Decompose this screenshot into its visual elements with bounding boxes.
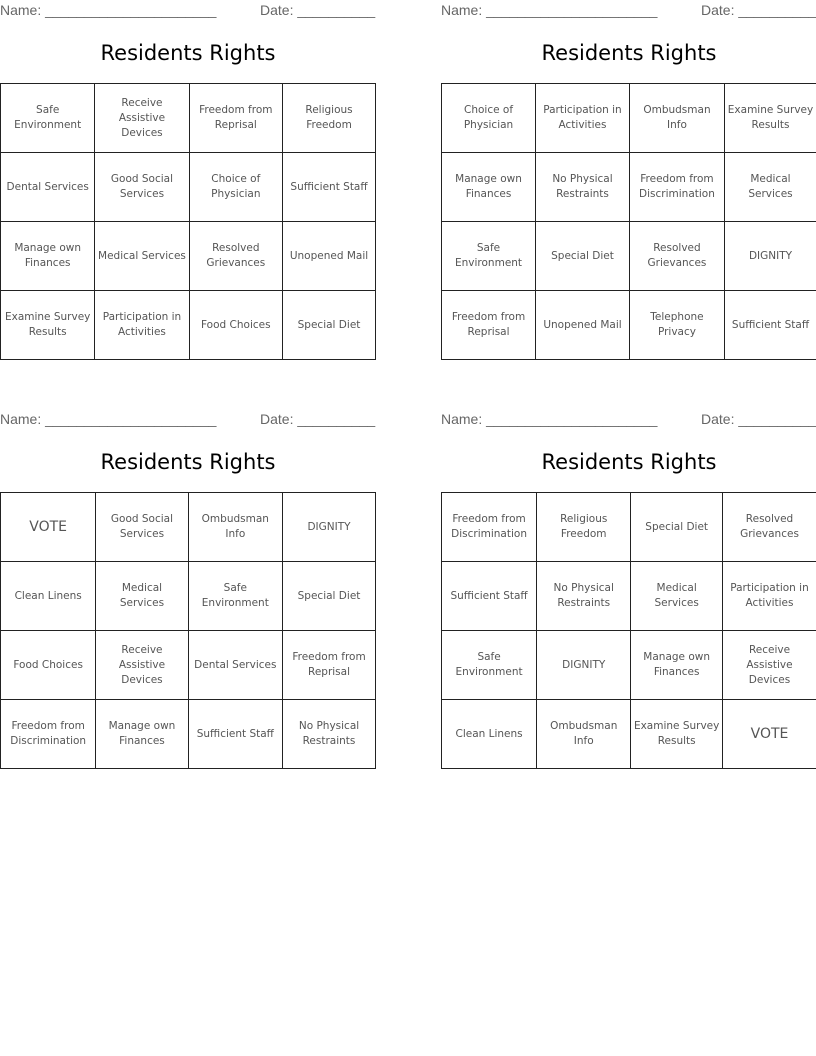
grid-cell: Safe Environment (442, 631, 537, 700)
grid-cell: Safe Environment (188, 562, 282, 631)
grid-cell: Unopened Mail (283, 222, 376, 291)
grid-cell: Special Diet (536, 222, 630, 291)
grid-cell: Safe Environment (1, 84, 95, 153)
grid-cell: DIGNITY (537, 631, 631, 700)
grid-cell: Participation in Activities (536, 84, 630, 153)
grid-cell: VOTE (723, 700, 816, 769)
grid-cell: Food Choices (189, 291, 282, 360)
name-field-label: Name: ______________________ (441, 2, 658, 18)
grid-cell: Medical Services (725, 153, 816, 222)
grid-cell: Resolved Grievances (189, 222, 282, 291)
bingo-grid (441, 83, 816, 360)
grid-row (442, 493, 816, 562)
grid-cell: Safe Environment (442, 222, 536, 291)
bingo-card-1 (0, 0, 376, 372)
bingo-grid (441, 492, 816, 769)
grid-cell: Special Diet (631, 493, 723, 562)
grid-cell: Choice of Physician (189, 153, 282, 222)
bingo-card-4 (441, 409, 816, 781)
grid-cell: Special Diet (283, 291, 376, 360)
grid-cell: Manage own Finances (96, 700, 188, 769)
grid-row (1, 700, 376, 769)
grid-cell: Dental Services (1, 153, 95, 222)
card-title: Residents Rights (541, 450, 717, 474)
card-title: Residents Rights (100, 41, 276, 65)
grid-cell: Choice of Physician (442, 84, 536, 153)
grid-cell: Freedom from Discrimination (1, 700, 96, 769)
grid-cell: Freedom from Discrimination (442, 493, 537, 562)
grid-cell: Participation in Activities (723, 562, 816, 631)
grid-cell: Clean Linens (442, 700, 537, 769)
name-field-label: Name: ______________________ (0, 411, 217, 427)
grid-cell: No Physical Restraints (283, 700, 376, 769)
grid-cell: Receive Assistive Devices (95, 84, 189, 153)
grid-row (1, 222, 376, 291)
grid-row (1, 153, 376, 222)
grid-cell: Religious Freedom (283, 84, 376, 153)
date-field-label: Date: __________ (701, 411, 816, 427)
grid-cell: No Physical Restraints (536, 153, 630, 222)
grid-cell: Religious Freedom (537, 493, 631, 562)
grid-cell: Sufficient Staff (283, 153, 376, 222)
grid-cell: Ombudsman Info (188, 493, 282, 562)
grid-cell: Examine Survey Results (1, 291, 95, 360)
grid-cell: Special Diet (283, 562, 376, 631)
grid-cell: Ombudsman Info (629, 84, 724, 153)
grid-cell: Medical Services (96, 562, 188, 631)
grid-cell: Good Social Services (96, 493, 188, 562)
grid-cell: Receive Assistive Devices (96, 631, 188, 700)
grid-cell: Unopened Mail (536, 291, 630, 360)
grid-cell: No Physical Restraints (537, 562, 631, 631)
name-field-label: Name: ______________________ (0, 2, 217, 18)
bingo-grid (0, 83, 376, 360)
grid-cell: Medical Services (631, 562, 723, 631)
grid-cell: Sufficient Staff (442, 562, 537, 631)
grid-row (1, 291, 376, 360)
grid-cell: Freedom from Discrimination (629, 153, 724, 222)
bingo-card-3 (0, 409, 376, 781)
grid-row (442, 631, 816, 700)
bingo-card-2 (441, 0, 816, 372)
date-field-label: Date: __________ (260, 2, 376, 18)
grid-cell: Clean Linens (1, 562, 96, 631)
bingo-grid (0, 492, 376, 769)
grid-cell: Receive Assistive Devices (723, 631, 816, 700)
grid-cell: Manage own Finances (631, 631, 723, 700)
grid-row (1, 84, 376, 153)
date-field-label: Date: __________ (260, 411, 376, 427)
grid-cell: Dental Services (188, 631, 282, 700)
grid-cell: Examine Survey Results (631, 700, 723, 769)
grid-row (1, 631, 376, 700)
grid-row (442, 222, 816, 291)
grid-cell: Sufficient Staff (725, 291, 816, 360)
grid-row (442, 153, 816, 222)
grid-row (442, 291, 816, 360)
grid-cell: DIGNITY (283, 493, 376, 562)
card-title: Residents Rights (100, 450, 276, 474)
card-title: Residents Rights (541, 41, 717, 65)
grid-cell: Freedom from Reprisal (189, 84, 282, 153)
grid-row (442, 84, 816, 153)
grid-cell: Food Choices (1, 631, 96, 700)
grid-row (1, 562, 376, 631)
grid-cell: Freedom from Reprisal (442, 291, 536, 360)
grid-cell: Resolved Grievances (723, 493, 816, 562)
grid-cell: Sufficient Staff (188, 700, 282, 769)
date-field-label: Date: __________ (701, 2, 816, 18)
grid-cell: VOTE (1, 493, 96, 562)
grid-row (442, 700, 816, 769)
grid-cell: Medical Services (95, 222, 189, 291)
grid-row (1, 493, 376, 562)
grid-cell: Manage own Finances (1, 222, 95, 291)
grid-row (442, 562, 816, 631)
grid-cell: Freedom from Reprisal (283, 631, 376, 700)
grid-cell: Manage own Finances (442, 153, 536, 222)
grid-cell: DIGNITY (725, 222, 816, 291)
grid-cell: Good Social Services (95, 153, 189, 222)
grid-cell: Ombudsman Info (537, 700, 631, 769)
grid-cell: Telephone Privacy (629, 291, 724, 360)
grid-cell: Participation in Activities (95, 291, 189, 360)
grid-cell: Resolved Grievances (629, 222, 724, 291)
name-field-label: Name: ______________________ (441, 411, 658, 427)
grid-cell: Examine Survey Results (725, 84, 816, 153)
